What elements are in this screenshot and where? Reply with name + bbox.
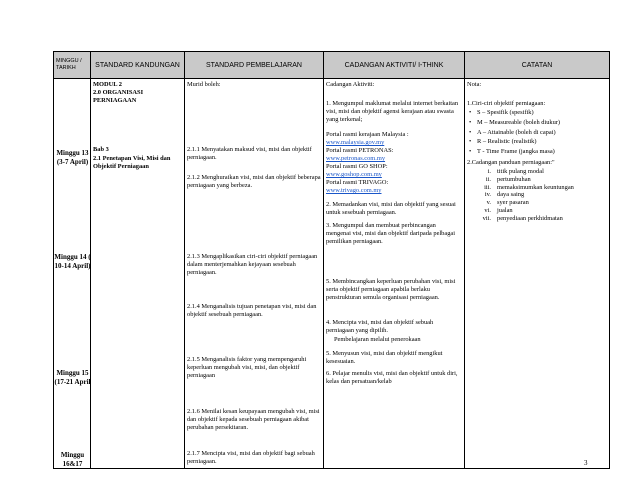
- sp-2-1-7: 2.1.7 Mencipta visi, misi dan objektif bagi sebuah perniagaan.: [187, 450, 315, 465]
- list-item: • R – Realistic (realistik): [467, 138, 607, 146]
- cell-cadangan-aktiviti: [324, 79, 465, 469]
- sp-2-1-3: 2.1.3 Mengaplikasikan ciri-ciri objektif perniagaan dalam menterjemahkan kejayaan sesebuah perniagaan.: [187, 253, 318, 276]
- sp-2-1-6: 2.1.6 Menilai kesan keupayaan mengubah visi, misi dan objektif kepada sesebuah perniagaan akibat perubahan persekitaran.: [187, 408, 320, 431]
- list-item: ii. pertumbuhan: [485, 175, 531, 183]
- table-row: [54, 79, 610, 469]
- ciri-ciri-title: 1.Ciri-ciri objektif perniagaan:: [467, 100, 546, 107]
- sp-2-1-5: 2.1.5 Menganalisis faktor yang mempengaruhi keperluan mengubah visi, misi, dan objektif perniagaan: [187, 356, 307, 379]
- week-16-17: Minggu 16&17: [60, 451, 85, 468]
- week-14: Minggu 14 ( 10-14 April): [54, 253, 91, 270]
- ciri-list: [467, 109, 607, 156]
- week-15: Minggu 15 (17-21 April: [54, 369, 91, 386]
- ak-intro: Cadangan Aktiviti:: [326, 81, 375, 88]
- ak-portal-goshop: Portal rasmi GO SHOP:: [326, 163, 388, 170]
- list-item: • T - Time Frame (jangka masa): [467, 148, 607, 156]
- header-catatan: CATATAN: [465, 52, 610, 79]
- cell-standard-pembelajaran: [185, 79, 324, 469]
- page-number: 3: [584, 459, 588, 467]
- sp-2-1-2: 2.1.2 Menghuraikan visi, misi dan objektif beberapa perniagaan yang berbeza.: [187, 174, 321, 189]
- ak-3: 3. Mengumpul dan membuat perbincangan mengenai visi, misi dan objektif daripada pelbagai pemilikan perniagaan.: [326, 222, 456, 245]
- ak-2: 2. Memadankan visi, misi dan objektif yang sesuai untuk sesebuah perniagaan.: [326, 201, 456, 216]
- link-malaysia-gov[interactable]: www.malaysia.gov.my: [326, 139, 385, 146]
- ak-portal-kerajaan: Portal rasmi kerajaan Malaysia :: [326, 131, 409, 138]
- sp-2-1-1: 2.1.1 Menyatakan maksud visi, misi dan objektif perniagaan.: [187, 146, 312, 161]
- ak-portal-petronas: Portal rasmi PETRONAS:: [326, 147, 394, 154]
- header-minggu: MINGGU / TARIKH: [54, 52, 91, 79]
- panduan-title: 2.Cadangan panduan perniagaan:": [467, 159, 555, 166]
- list-item: iii. memaksimumkan keuntungan: [484, 183, 574, 191]
- rpt-table: [53, 51, 610, 469]
- list-item: • S – Spesifik (spesifik): [467, 109, 607, 117]
- header-standard-kandungan: STANDARD KANDUNGAN: [91, 52, 185, 79]
- bab-label: Bab 3: [93, 146, 109, 153]
- list-item: i. titik pulang modal: [487, 168, 544, 175]
- sp-intro: Murid boleh:: [187, 81, 221, 88]
- panduan-list: [467, 168, 607, 223]
- organisasi-label: 2.0 ORGANISASI PERNIAGAAN: [93, 89, 144, 104]
- cell-standard-kandungan: [91, 79, 185, 469]
- modul-label: MODUL 2: [93, 81, 122, 88]
- link-trivago[interactable]: www.trivago.com.my: [326, 187, 382, 194]
- list-item: vii. penyediaan perkhidmatan: [482, 214, 563, 222]
- list-item: iv. daya saing: [484, 191, 525, 199]
- list-item: • A – Attainable (boleh di capai): [467, 129, 607, 137]
- ak-1: 1. Mengumpul maklumat melalui internet berkaitan visi, misi dan objektif agensi kerajaan atau swasta yang terkenal;: [326, 100, 459, 123]
- list-item: • M – Measureable (boleh diukur): [467, 119, 607, 127]
- ak-4-penerokaan: Pembelajaran melalui penerokaan: [334, 336, 421, 343]
- header-standard-pembelajaran: STANDARD PEMBELAJARAN: [185, 52, 324, 79]
- list-item: v. syer pasaran: [486, 199, 529, 207]
- subtopic-label: 2.1 Penetapan Visi, Misi dan Objektif Perniagaan: [93, 155, 171, 170]
- sp-2-1-4: 2.1.4 Menganalisis tujuan penetapan visi, misi dan objektif sesebuah perniagaan.: [187, 303, 317, 318]
- ak-5-menyusun: 5. Menyusun visi, misi dan objektif mengikut kesesuaian.: [326, 350, 443, 365]
- link-petronas[interactable]: www.petronas.com.my: [326, 155, 386, 162]
- table-header-row: [54, 52, 610, 79]
- nota-label: Nota:: [467, 81, 482, 88]
- list-item: vi. jualan: [484, 206, 513, 214]
- week-13: Minggu 13 (3-7 April): [56, 149, 89, 166]
- cell-catatan: [465, 79, 610, 469]
- cell-minggu: [54, 79, 91, 469]
- header-cadangan-aktiviti: CADANGAN AKTIVITI/ I-THINK: [324, 52, 465, 79]
- ak-5-perubahan: 5. Membincangkan keperluan perubahan visi, misi serta objektif perniagaan apabila berlaku penstrukturan semula organisasi perniagaan.: [326, 278, 456, 301]
- ak-4: 4. Mencipta visi, misi dan objektif sebuah perniagaan yang dipilih.: [326, 319, 434, 334]
- ak-portal-trivago: Portal rasmi TRIVAGO:: [326, 179, 389, 186]
- ak-6: 6. Pelajar menulis visi, misi dan objektif untuk diri, kelas dan persatuan/kelab: [326, 370, 458, 385]
- link-goshop[interactable]: www.goshop.com.my: [326, 171, 382, 178]
